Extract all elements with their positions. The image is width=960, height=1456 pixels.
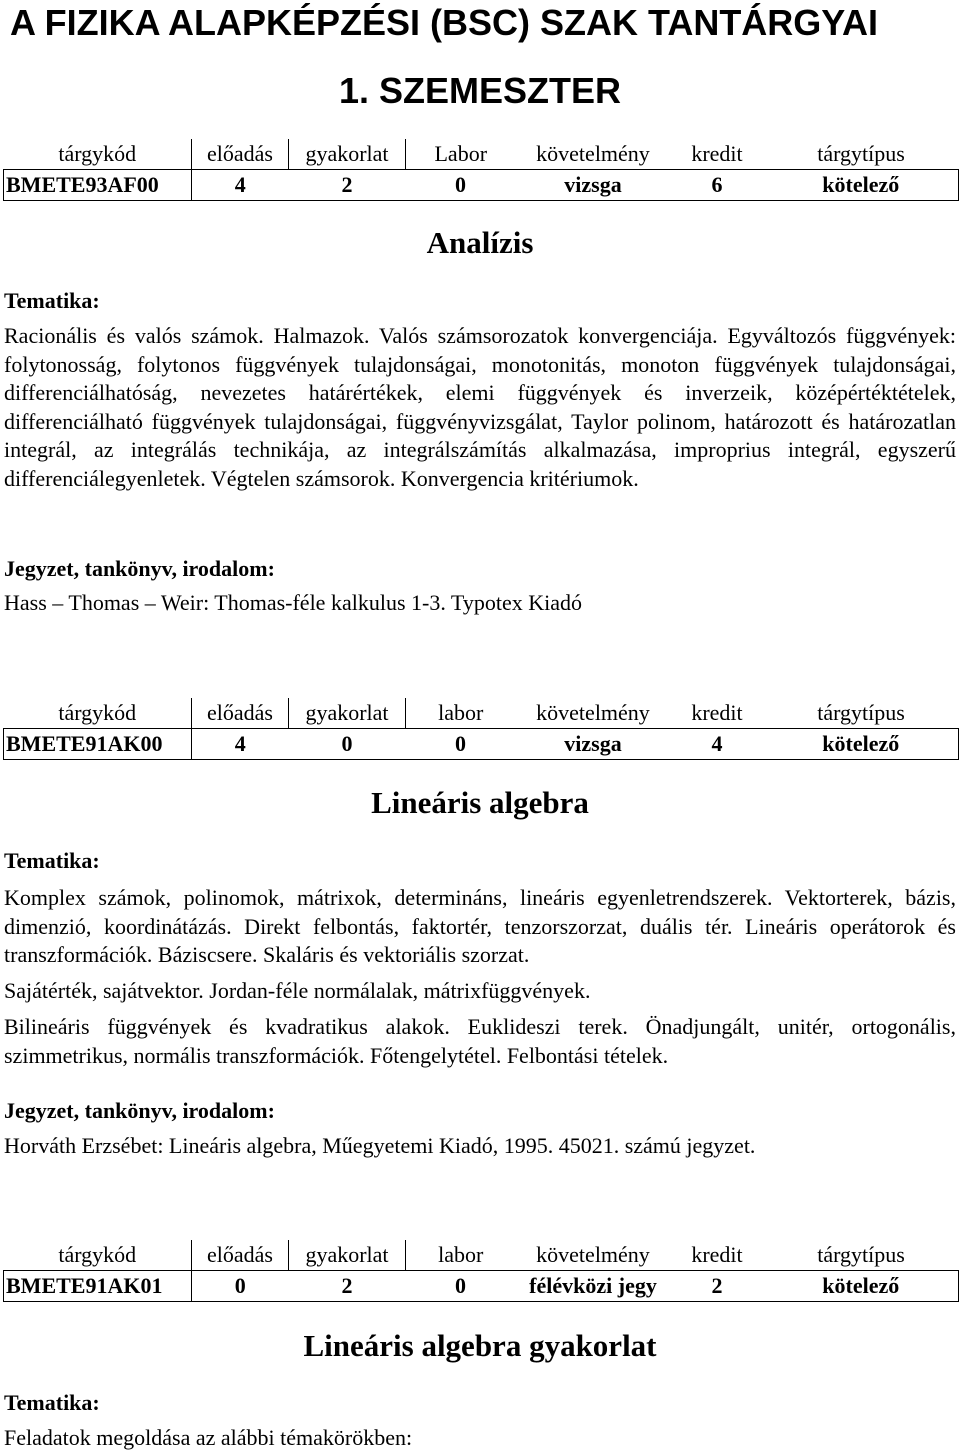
value-cell: félévközi jegy — [516, 1271, 671, 1302]
tematika-label: Tematika: — [4, 1390, 100, 1415]
header-cell: labor — [406, 1240, 516, 1271]
value-cell: vizsga — [516, 170, 671, 201]
course-table — [3, 1240, 959, 1302]
course-literature: Hass – Thomas – Weir: Thomas-féle kalkulus 1-3. Typotex Kiadó — [4, 590, 582, 615]
value-cell: 0 — [192, 1271, 289, 1302]
course-title: Analízis — [426, 225, 534, 260]
course-title: Lineáris algebra — [371, 785, 589, 820]
value-cell: 0 — [406, 170, 516, 201]
course-topics: Bilineáris függvények és kvadratikus alakok. Euklideszi terek. Önadjungált, unitér, ortogonális, szimmetrikus, normális transzformációk. Főtengelytétel. Felbontási tételek. — [4, 1014, 956, 1068]
header-cell: előadás — [192, 139, 289, 170]
tematika-label: Tematika: — [4, 848, 100, 873]
course-table-header — [4, 698, 959, 729]
value-cell: BMETE91AK00 — [4, 729, 192, 760]
value-cell: 2 — [289, 1271, 406, 1302]
header-cell: gyakorlat — [289, 1240, 406, 1271]
course-table-header — [4, 1240, 959, 1271]
header-cell: követelmény — [516, 698, 671, 729]
header-cell: tárgytípus — [764, 139, 959, 170]
value-cell: 4 — [192, 729, 289, 760]
value-cell: 0 — [406, 1271, 516, 1302]
header-cell: kredit — [671, 1240, 764, 1271]
course-topics: Komplex számok, polinomok, mátrixok, determináns, lineáris egyenletrendszerek. Vektorterek, bázis, dimenzió, koordinátázás. Direkt felbontás, faktortér, tenzorszorzat, duális tér. Lineáris operátorok és transzformációk. Báziscsere. Skaláris és vektoriális szorzat. — [4, 885, 956, 967]
header-cell: tárgykód — [4, 1240, 192, 1271]
page-title: A FIZIKA ALAPKÉPZÉSI (BSC) SZAK TANTÁRGYAI — [10, 2, 879, 43]
value-cell: 4 — [192, 170, 289, 201]
header-cell: Labor — [406, 139, 516, 170]
literature-label: Jegyzet, tankönyv, irodalom: — [4, 1098, 275, 1123]
header-cell: gyakorlat — [289, 698, 406, 729]
value-cell: kötelező — [764, 170, 959, 201]
course-topics-intro: Feladatok megoldása az alábbi témakörökben: — [4, 1425, 413, 1450]
value-cell: 6 — [671, 170, 764, 201]
literature-label: Jegyzet, tankönyv, irodalom: — [4, 556, 275, 581]
value-cell: 2 — [289, 170, 406, 201]
header-cell: gyakorlat — [289, 139, 406, 170]
course-title: Lineáris algebra gyakorlat — [303, 1328, 657, 1363]
course-table — [3, 139, 959, 201]
value-cell: kötelező — [764, 1271, 959, 1302]
header-cell: labor — [406, 698, 516, 729]
header-cell: előadás — [192, 1240, 289, 1271]
header-cell: tárgytípus — [764, 1240, 959, 1271]
value-cell: 2 — [671, 1271, 764, 1302]
header-cell: követelmény — [516, 139, 671, 170]
header-cell: előadás — [192, 698, 289, 729]
header-cell: kredit — [671, 139, 764, 170]
course-table-row — [4, 170, 959, 201]
course-topics: Racionális és valós számok. Halmazok. Valós számsorozatok konvergenciája. Egyváltozós függvények: folytonosság, folytonos függvények tulajdonságai, monotonitás, monoton függvények tulajdonságai, differenciálhatóság, nevezetes határértékek, elemi függvények és inverzeik, középértéktételek, differenciálható függvények tulajdonságai, függvényvizsgálat, Taylor polinom, határozott és határozatlan integrál, az integrálás technikája, az integrálszámítás alkalmazása, improprius integrál, egyszerű differenciálegyenletek. Végtelen számsorok. Konvergencia kritériumok. — [4, 323, 956, 491]
value-cell: vizsga — [516, 729, 671, 760]
value-cell: 0 — [406, 729, 516, 760]
course-topics: Sajátérték, sajátvektor. Jordan-féle normálalak, mátrixfüggvények. — [4, 978, 591, 1003]
header-cell: kredit — [671, 698, 764, 729]
course-table-row — [4, 729, 959, 760]
header-cell: tárgykód — [4, 139, 192, 170]
value-cell: 0 — [289, 729, 406, 760]
course-table-header — [4, 139, 959, 170]
semester-heading: 1. SZEMESZTER — [338, 70, 622, 111]
course-table-row — [4, 1271, 959, 1302]
header-cell: követelmény — [516, 1240, 671, 1271]
header-cell: tárgytípus — [764, 698, 959, 729]
header-cell: tárgykód — [4, 698, 192, 729]
value-cell: 4 — [671, 729, 764, 760]
tematika-label: Tematika: — [4, 288, 100, 313]
course-literature: Horváth Erzsébet: Lineáris algebra, Műegyetemi Kiadó, 1995. 45021. számú jegyzet. — [4, 1133, 756, 1158]
value-cell: BMETE93AF00 — [4, 170, 192, 201]
value-cell: BMETE91AK01 — [4, 1271, 192, 1302]
course-table — [3, 698, 959, 760]
value-cell: kötelező — [764, 729, 959, 760]
